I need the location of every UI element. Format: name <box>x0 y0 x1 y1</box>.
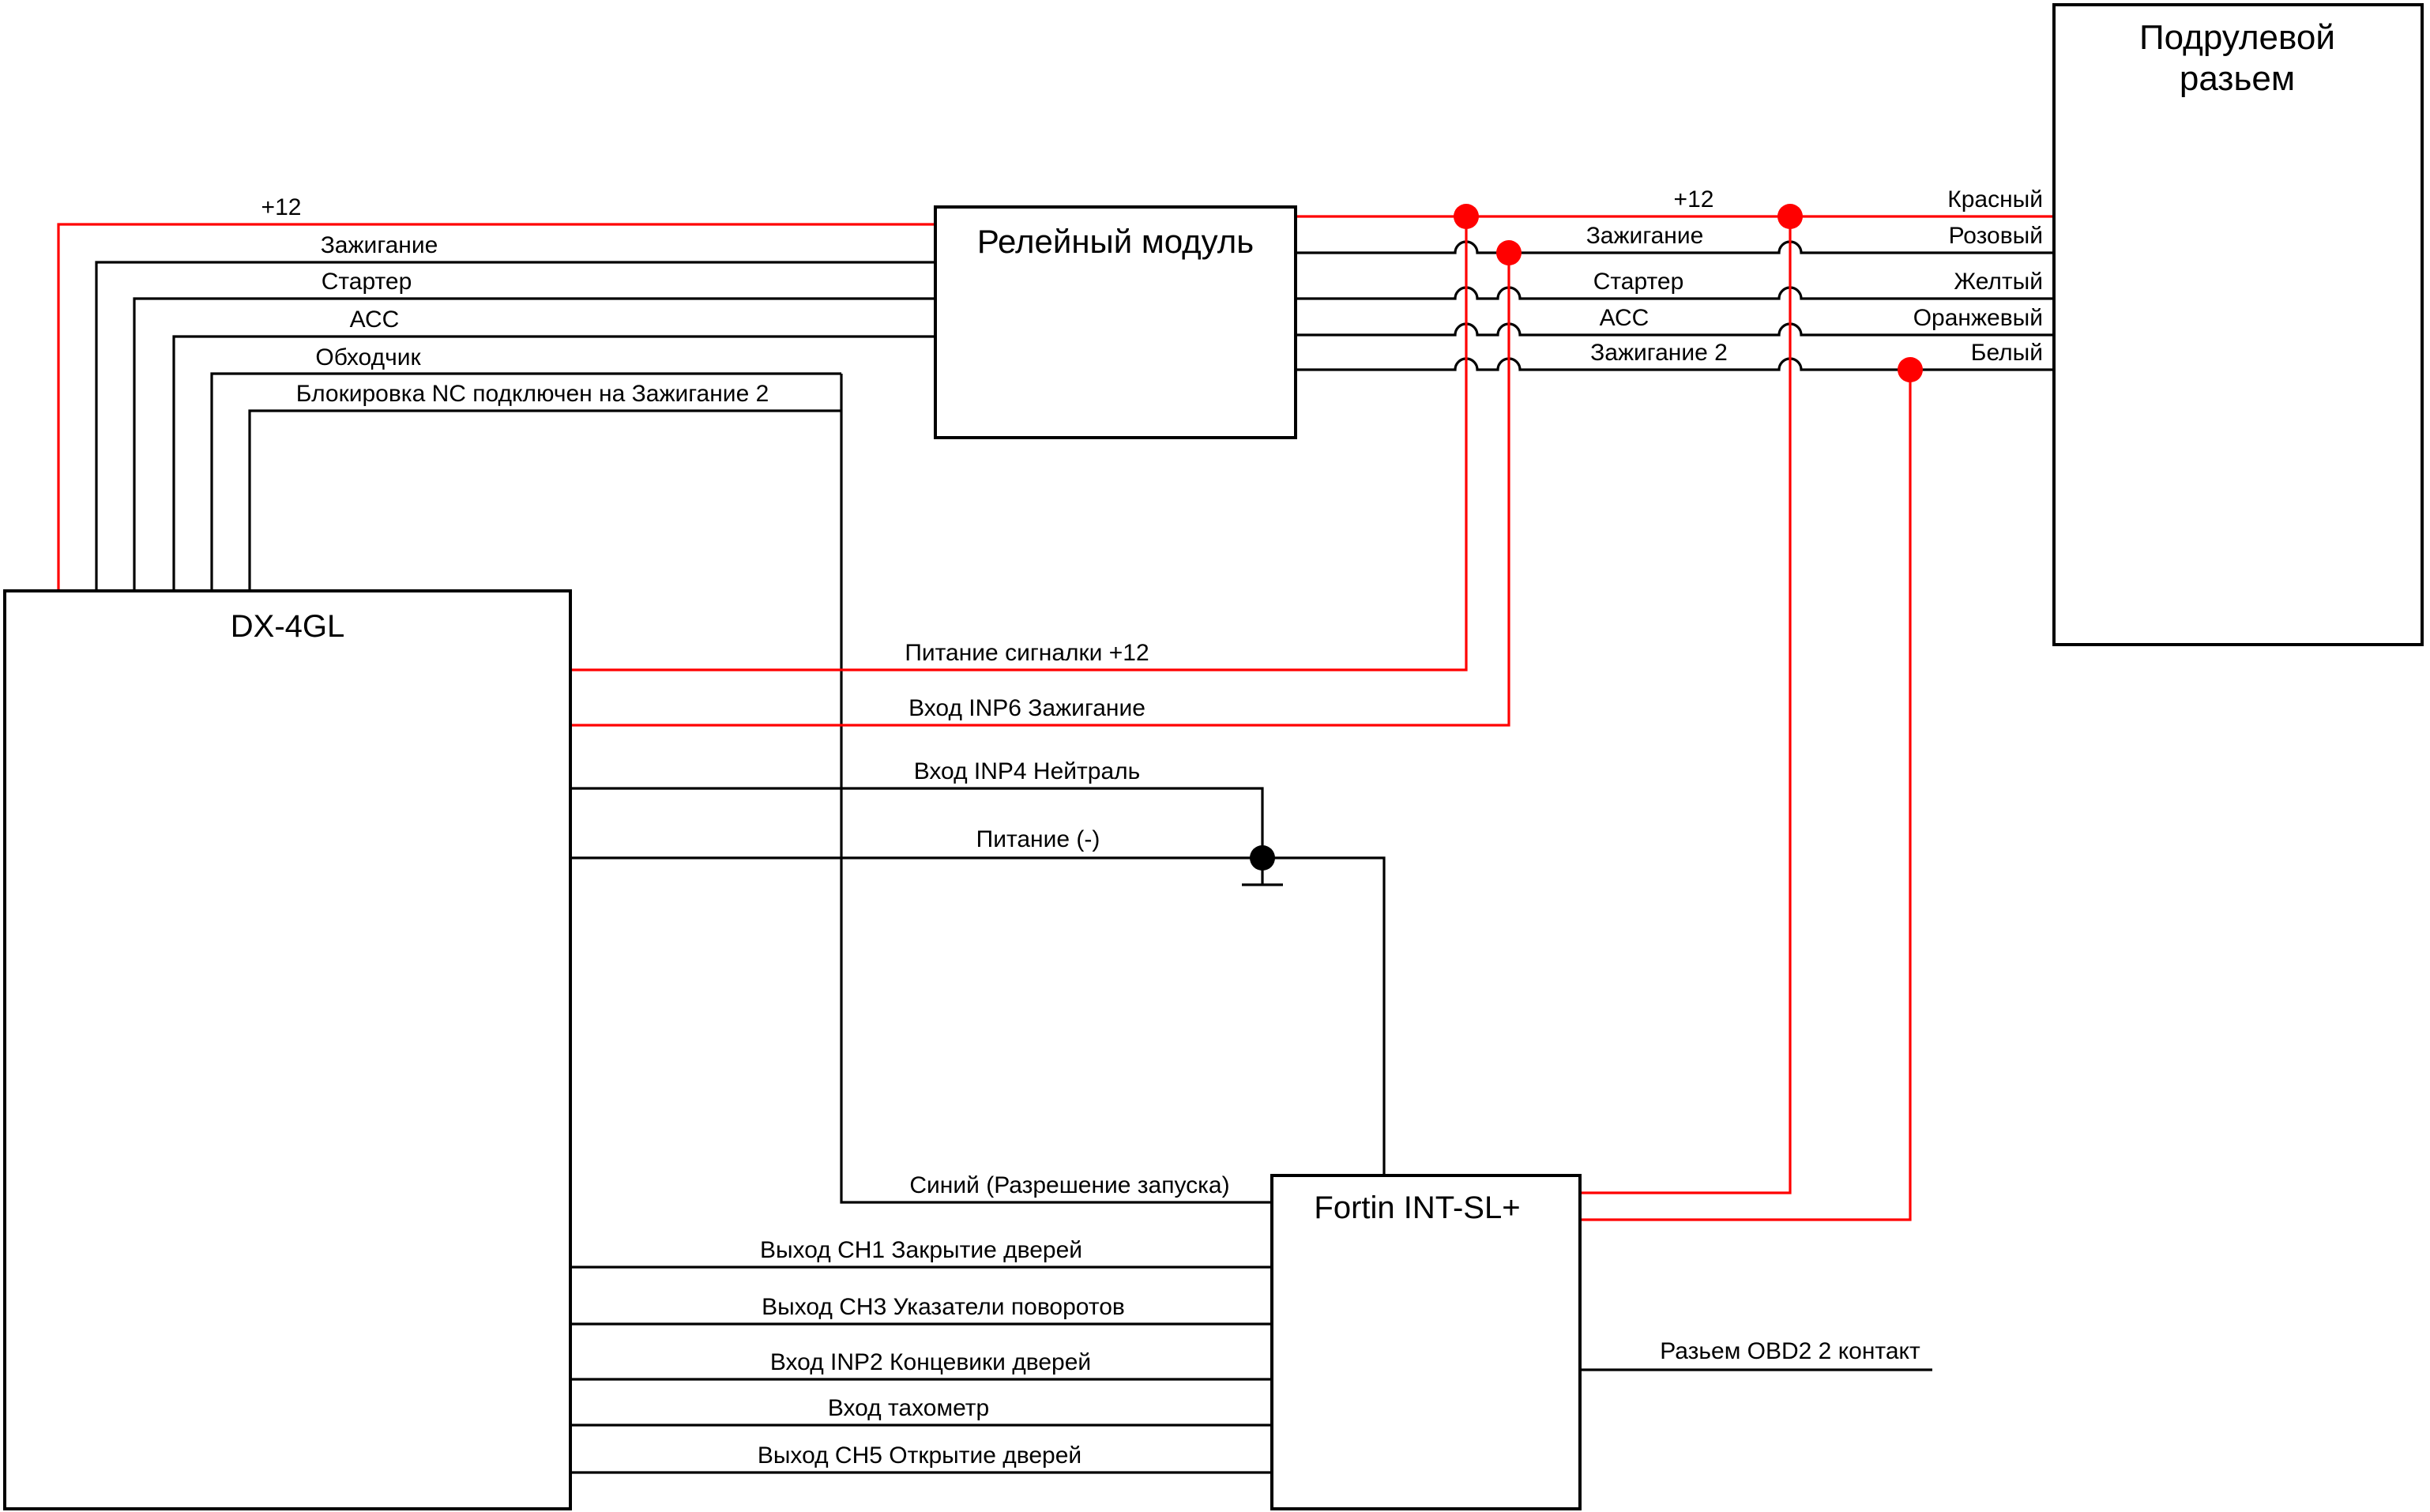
fortin-box <box>1272 1175 1580 1509</box>
label-ch3: Выход CH3 Указатели поворотов <box>762 1294 1125 1320</box>
steering-connector-box <box>2054 5 2422 645</box>
wire-inp4-neutral <box>570 788 1262 858</box>
label-tachometer: Вход тахометр <box>827 1395 990 1421</box>
label-starter-right: Стартер <box>1593 269 1684 295</box>
junction-dot-ignition-inp6 <box>1496 240 1522 265</box>
fortin-title: Fortin INT-SL+ <box>1314 1190 1521 1225</box>
junction-dot-plus12-fortin <box>1777 204 1803 229</box>
label-inp2: Вход INP2 Концевики дверей <box>769 1349 1092 1375</box>
label-color-red: Красный <box>1947 186 2043 213</box>
label-color-yellow: Желтый <box>1954 269 2043 295</box>
label-inp6: Вход INP6 Зажигание <box>908 695 1145 721</box>
dx4gl-box <box>5 591 570 1509</box>
label-obd2: Разьем OBD2 2 контакт <box>1660 1338 1920 1364</box>
label-inp4: Вход INP4 Нейтраль <box>913 758 1141 784</box>
label-acc-right: АСС <box>1599 305 1649 331</box>
label-color-white: Белый <box>1970 340 2043 366</box>
label-ignition2-right: Зажигание 2 <box>1590 340 1728 366</box>
wire-red-white-to-fortin <box>1580 370 1910 1220</box>
label-alarm-power: Питание сигналки +12 <box>905 640 1149 666</box>
wire-blocking-nc <box>250 411 841 591</box>
steering-title-line2: разьем <box>2179 59 2296 98</box>
label-color-orange: Оранжевый <box>1913 305 2043 331</box>
wire-power-minus <box>570 858 1384 1175</box>
wire-starter-left <box>134 299 935 591</box>
label-bypass: Обходчик <box>315 344 421 370</box>
dx4gl-title: DX-4GL <box>230 609 345 644</box>
label-starter-left: Стартер <box>321 269 412 295</box>
junction-dot-ground <box>1250 845 1275 871</box>
relay-module-title: Релейный модуль <box>976 223 1254 260</box>
label-plus12-left: +12 <box>261 194 302 220</box>
label-ch5: Выход CH5 Открытие дверей <box>757 1442 1082 1469</box>
label-power-minus: Питание (-) <box>976 826 1100 852</box>
label-acc-left: АСС <box>349 307 400 333</box>
wire-ignition-left <box>96 262 935 591</box>
label-color-pink: Розовый <box>1948 223 2043 249</box>
label-blue-permission: Синий (Разрешение запуска) <box>909 1172 1230 1198</box>
steering-title-line1: Подрулевой <box>2139 18 2335 57</box>
junction-dot-plus12-alarm <box>1454 204 1479 229</box>
junction-dot-white-fortin <box>1898 357 1923 382</box>
label-plus12-right: +12 <box>1673 186 1714 213</box>
label-ch1: Выход CH1 Закрытие дверей <box>759 1237 1083 1263</box>
wire-plus12-left <box>58 224 935 591</box>
label-blocking-nc: Блокировка NC подключен на Зажигание 2 <box>295 381 769 407</box>
label-ignition-right: Зажигание <box>1586 223 1704 249</box>
label-ignition-left: Зажигание <box>320 232 438 258</box>
